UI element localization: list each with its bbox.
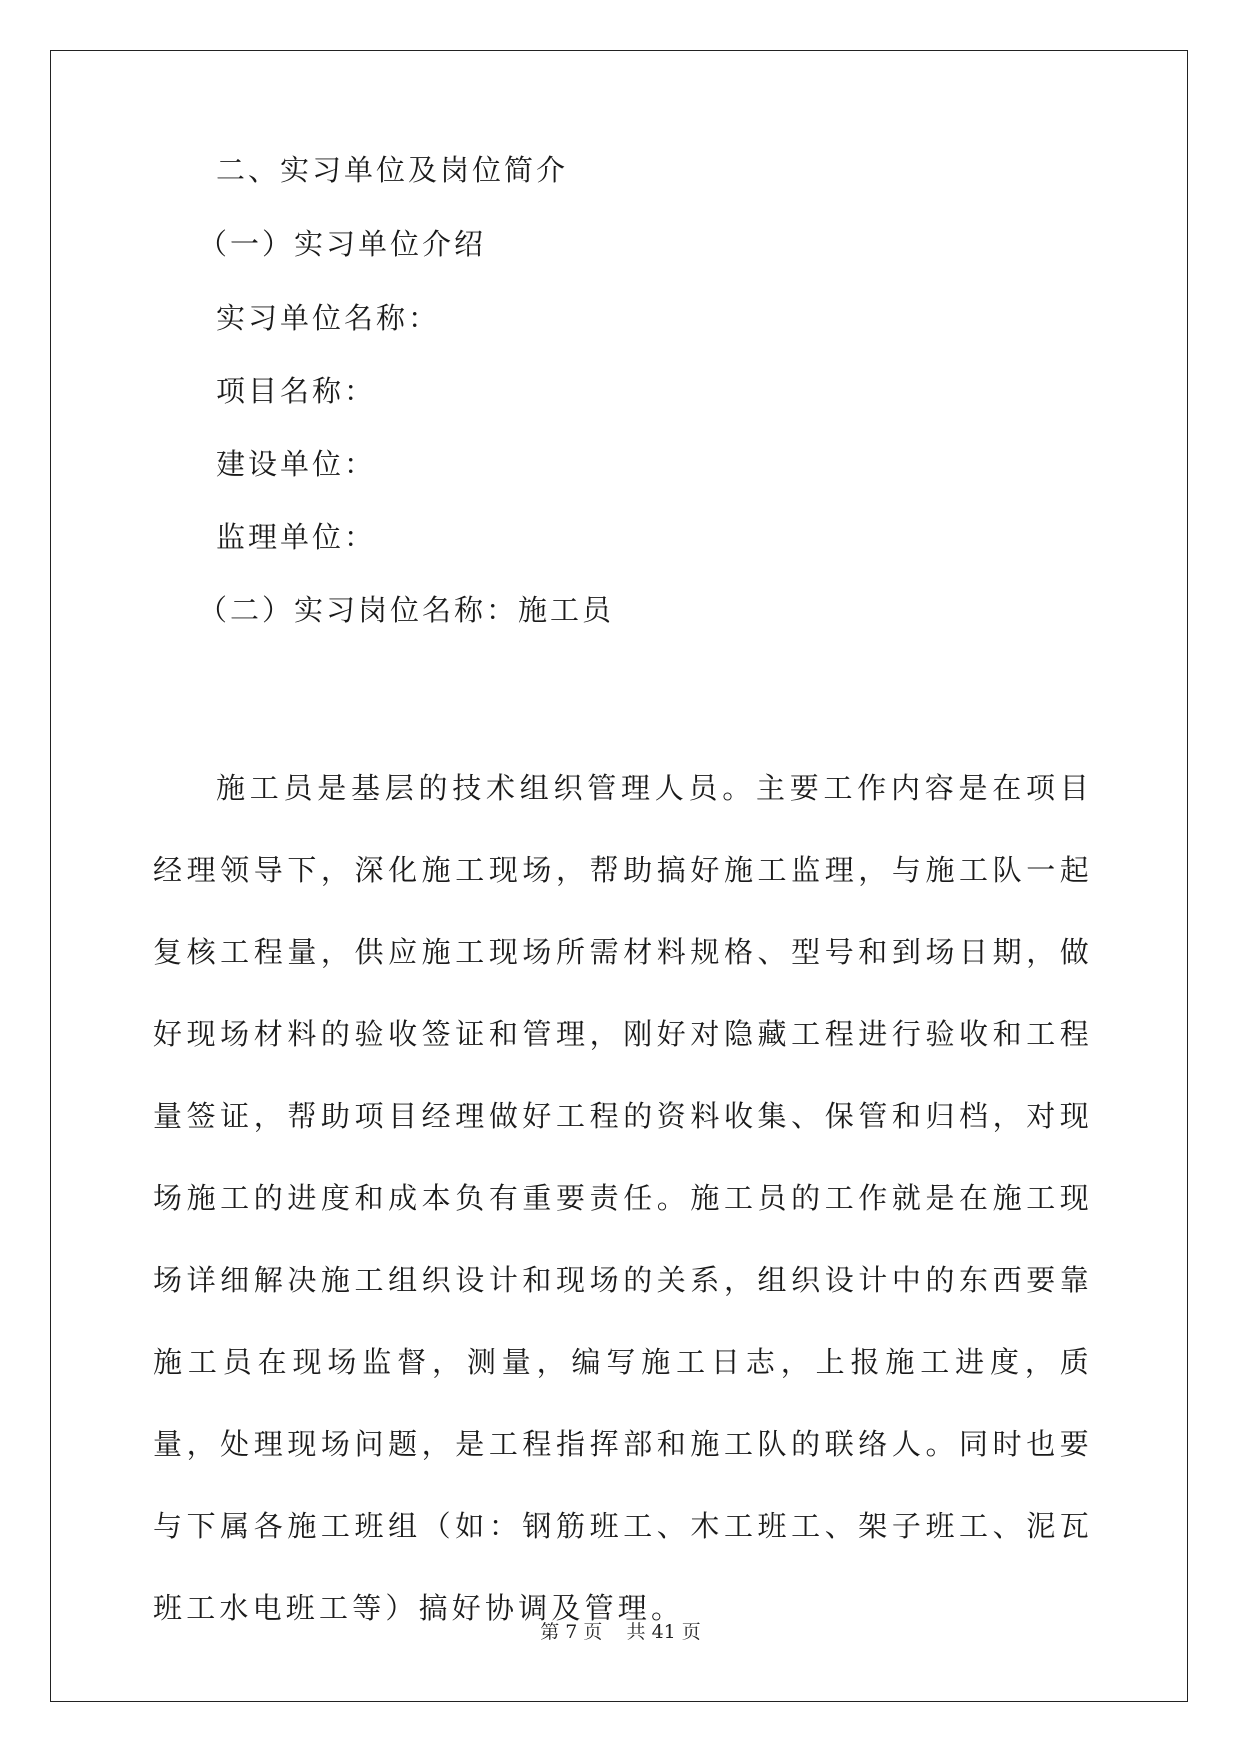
page-footer — [0, 1620, 1241, 1644]
unit-name-label: 实习单位名称： — [216, 301, 441, 335]
page-total: 共 41 页 — [626, 1621, 701, 1643]
body-paragraph: 施工员是基层的技术组织管理人员。主要工作内容是在项目经理领导下，深化施工现场，帮助搞好施工监理，与施工队一起复核工程量，供应施工现场所需材料规格、型号和到场日期，做好现场材料的验收签证和管理，刚好对隐藏工程进行验收和工程量签证，帮助项目经理做好工程的资料收集、保管和归档，对现场施工的进度和成本负有重要责任。施工员的工作就是在施工现场详细解决施工组织设计和现场的关系，组织设计中的东西要靠施工员在现场监督，测量，编写施工日志，上报施工进度，质量，处理现场问题，是工程指挥部和施工队的联络人。同时也要与下属各施工班组（如：钢筋班工、木工班工、架子班工、泥瓦班工水电班工等）搞好协调及管理。 — [153, 771, 1093, 1625]
page-number: 第 7 页 — [540, 1621, 603, 1643]
supervision-unit-label: 监理单位： — [216, 520, 377, 554]
section-title: 二、实习单位及岗位简介 — [216, 153, 569, 187]
construction-unit-label: 建设单位： — [216, 447, 377, 481]
project-name-label: 项目名称： — [216, 374, 377, 408]
subsection-heading-1: （一）实习单位介绍 — [198, 227, 487, 261]
subsection-heading-2: （二）实习岗位名称：施工员 — [198, 593, 615, 627]
